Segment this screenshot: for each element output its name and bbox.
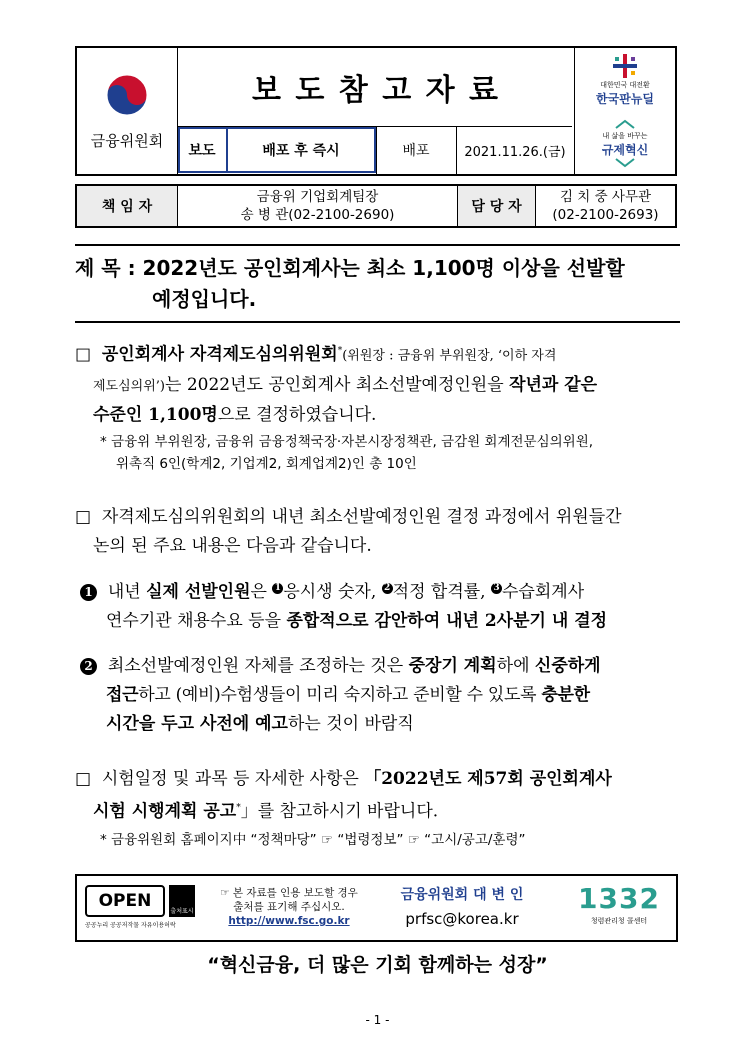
distribution-date: 2021.11.26.(금) [464, 144, 566, 160]
spokesperson-info: 금융위원회 대 변 인 prfsc@korea.kr [377, 884, 547, 928]
new-deal-star-icon [610, 54, 640, 78]
attribution-icon: 출처표시 [169, 885, 195, 917]
staff-label: 담 당 자 [471, 199, 522, 215]
korean-new-deal-logo: 대한민국 대전환 한국판뉴딜 [575, 48, 675, 112]
page-title-line2: 예정입니다. [152, 287, 257, 311]
section2-item1: 1 내년 실제 선발인원은 1 응시생 숫자, 2 적정 합격률, 3 수습회계사 연수기관 채용수요 등을 종합적으로 감안하여 내년 2사분기 내 결정 [80, 578, 680, 636]
citation-notice: ☞ 본 자료를 인용 보도할 경우 출처를 표기해 주십시오. http://www.fsc.go.kr [209, 886, 369, 928]
taegeuk-icon [104, 72, 150, 118]
page-number: - 1 - [365, 1013, 390, 1027]
section2-paragraph: □ 자격제도심의위원회의 내년 최소선발예정인원 결정 과정에서 위원들간 논의 된 주요 내용은 다음과 같습니다. [75, 507, 622, 556]
distribution-label: 배포 [402, 143, 430, 159]
section1-paragraph: □ 공인회계사 자격제도심의위원회*(위원장 : 금융위 부위원장, ‘이하 자격 제도심의위’)는 2022년도 공인회계사 최소선발예정인원을 작년과 같은 수준인 1,100명으로 결정하였습니다. [75, 344, 598, 425]
manager-label: 책 임 자 [101, 199, 153, 215]
section3-note: * 금융위원회 홈페이지中 “정책마당” ☞ “법령정보” ☞ “고시/공고/훈령” [100, 832, 526, 848]
number-badge: 1 [80, 584, 97, 601]
org-name: 금융위원회 [90, 131, 164, 150]
report-label: 보도 [188, 143, 216, 159]
page-title: 제 목 : 2022년도 공인회계사는 최소 1,100명 이상을 선발할 [75, 256, 625, 280]
section1-note: * 금융위 부위원장, 금융위 금융정책국장·자본시장정책관, 금감원 회계전문심의위원, 위촉직 6인(학계2, 기업계2, 회계업계2)인 총 10인 [100, 434, 594, 472]
open-license-badge: OPEN 출처표시 공공누리 공공저작물 자유이용허락 [85, 885, 197, 931]
slogan: “혁신금융, 더 많은 기회 함께하는 성장” [207, 954, 548, 976]
fsc-website-link[interactable]: http://www.fsc.go.kr [228, 915, 350, 927]
section2-item2: 2 최소선발예정인원 자체를 조정하는 것은 중장기 계획하에 신중하게 접근하고 (예비)수험생들이 미리 숙지하고 준비할 수 있도록 충분한 시간을 두고 사전에 예고하는 것이 바람직 [80, 652, 680, 739]
number-badge: 2 [80, 658, 97, 675]
email-link[interactable]: prfsc@korea.kr [405, 910, 519, 928]
section3-paragraph: □ 시험일정 및 과목 등 자세한 사항은 「2022년도 제57회 공인회계사 시험 시행계획 공고*」를 참고하시기 바랍니다. [75, 769, 612, 822]
footer-box [75, 874, 678, 942]
chevron-down-icon [614, 158, 636, 168]
staff-info: 김 치 중 사무관 (02-2100-2693) [552, 189, 659, 223]
regulation-innovation-logo: 내 삶을 바꾸는 규제혁신 [575, 114, 675, 172]
hotline-logo: 1332 청렴관리청 콜센터 [578, 882, 660, 925]
doc-type-title: 보 도 참 고 자 료 [251, 73, 501, 108]
chevron-up-icon [614, 119, 636, 129]
header-table [75, 46, 677, 176]
report-time: 배포 후 즉시 [262, 143, 340, 159]
title-rule-bottom [75, 321, 680, 323]
title-rule-top [75, 244, 680, 246]
fsc-logo-cell [77, 48, 177, 174]
manager-info: 금융위 기업회계팀장 송 병 관(02-2100-2690) [240, 189, 395, 223]
contact-table [75, 184, 677, 228]
